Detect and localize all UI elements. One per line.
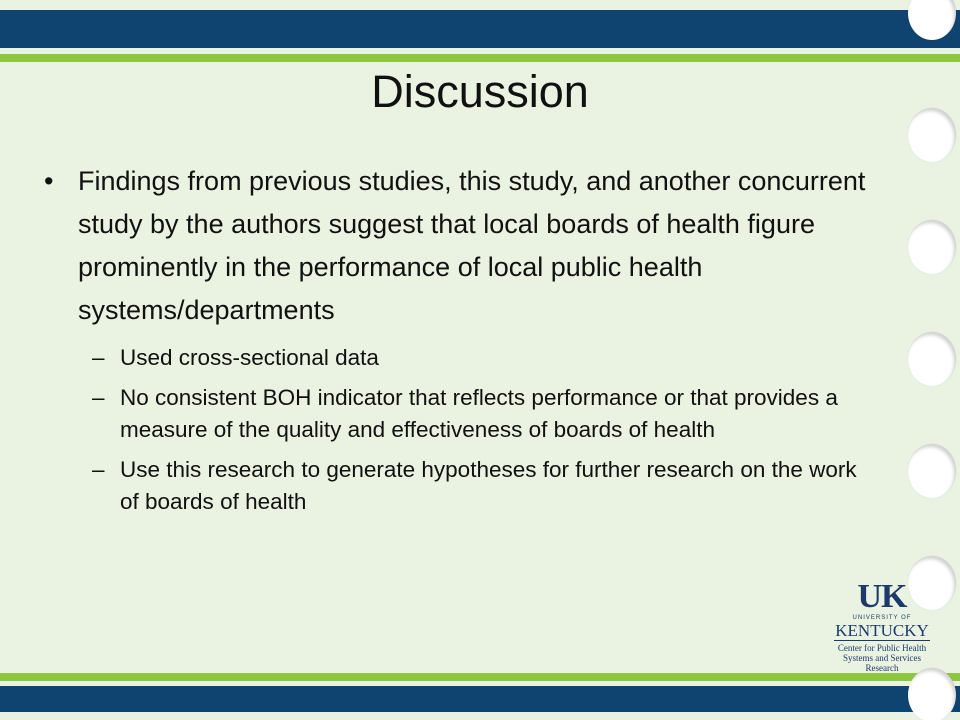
binder-hole: [908, 220, 956, 274]
sub-bullet-text: No consistent BOH indicator that reflects performance or that provides a measure of the quality and effectiveness of boards of health: [120, 385, 838, 442]
logo-center-line1: Center for Public Health: [837, 643, 927, 653]
top-bar: [0, 10, 960, 48]
binder-hole: [908, 668, 956, 720]
logo-university-of: UNIVERSITY OF: [852, 615, 912, 621]
dash-mark: –: [92, 385, 105, 410]
binder-hole: [908, 0, 956, 40]
bullet-mark: •: [44, 166, 54, 196]
logo-kentucky: KENTUCKY: [835, 621, 929, 640]
dash-mark: –: [92, 457, 105, 482]
bullet-text: Findings from previous studies, this study, and another concurrent study by the authors suggest that local boards of health figure prominently in the performance of local public health systems/departments: [78, 166, 866, 325]
sub-bullet-text: Use this research to generate hypotheses for further research on the work of boards of health: [120, 457, 857, 514]
dash-mark: –: [92, 345, 105, 370]
bottom-accent-stripe: [0, 673, 960, 681]
logo-uk-mark: UK: [857, 578, 907, 615]
top-accent-stripe: [0, 54, 960, 62]
slide-title: Discussion: [371, 66, 589, 117]
sub-bullet-item: [44, 342, 874, 374]
bullet-item: [44, 160, 874, 332]
sub-bullet-item: [44, 454, 874, 518]
logo-center-line2: Systems and Services Research: [843, 653, 921, 673]
binder-hole: [908, 332, 956, 386]
binder-hole: [908, 444, 956, 498]
sub-bullet-item: [44, 382, 874, 446]
sub-bullet-text: Used cross-sectional data: [120, 345, 379, 370]
bottom-bar: [0, 686, 960, 712]
slide-body: [44, 160, 874, 518]
uk-logo: [832, 580, 932, 673]
